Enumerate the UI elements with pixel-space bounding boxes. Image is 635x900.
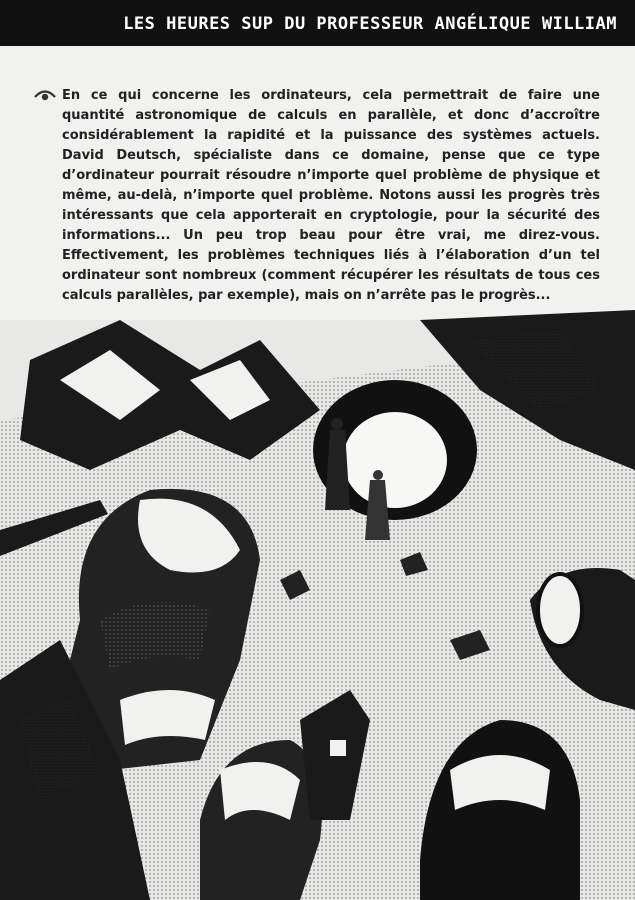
- page-header-title: LES HEURES SUP DU PROFESSEUR ANGÉLIQUE WILLIAM: [123, 14, 617, 34]
- header-bar: [0, 0, 635, 46]
- eye-icon: [34, 88, 56, 102]
- comic-illustration: [0, 300, 635, 900]
- battle-scene-drawing: [0, 300, 635, 900]
- text-block: [34, 86, 600, 306]
- body-paragraph: En ce qui concerne les ordinateurs, cela permettrait de faire une quantité astronomique de calculs en parallèle, et donc d’accroître considérablement la rapidité et la puissance des systèmes actuels. David Deutsch, spécialiste dans ce domaine, pense que ce type d’ordinateur pourrait résoudre n’importe quel problème de physique et même, au-delà, n’importe quel problème. Notons aussi les progrès très intéressants que cela apporterait en cryptologie, pour la sécurité des informations... Un peu trop beau pour être vrai, me direz-vous. Effectivement, les problèmes techniques liés à l’élaboration d’un tel ordinateur sont nombreux (comment récupérer les résultats de tous ces calculs parallèles, par exemple), mais on n’arrête pas le progrès...: [62, 88, 600, 303]
